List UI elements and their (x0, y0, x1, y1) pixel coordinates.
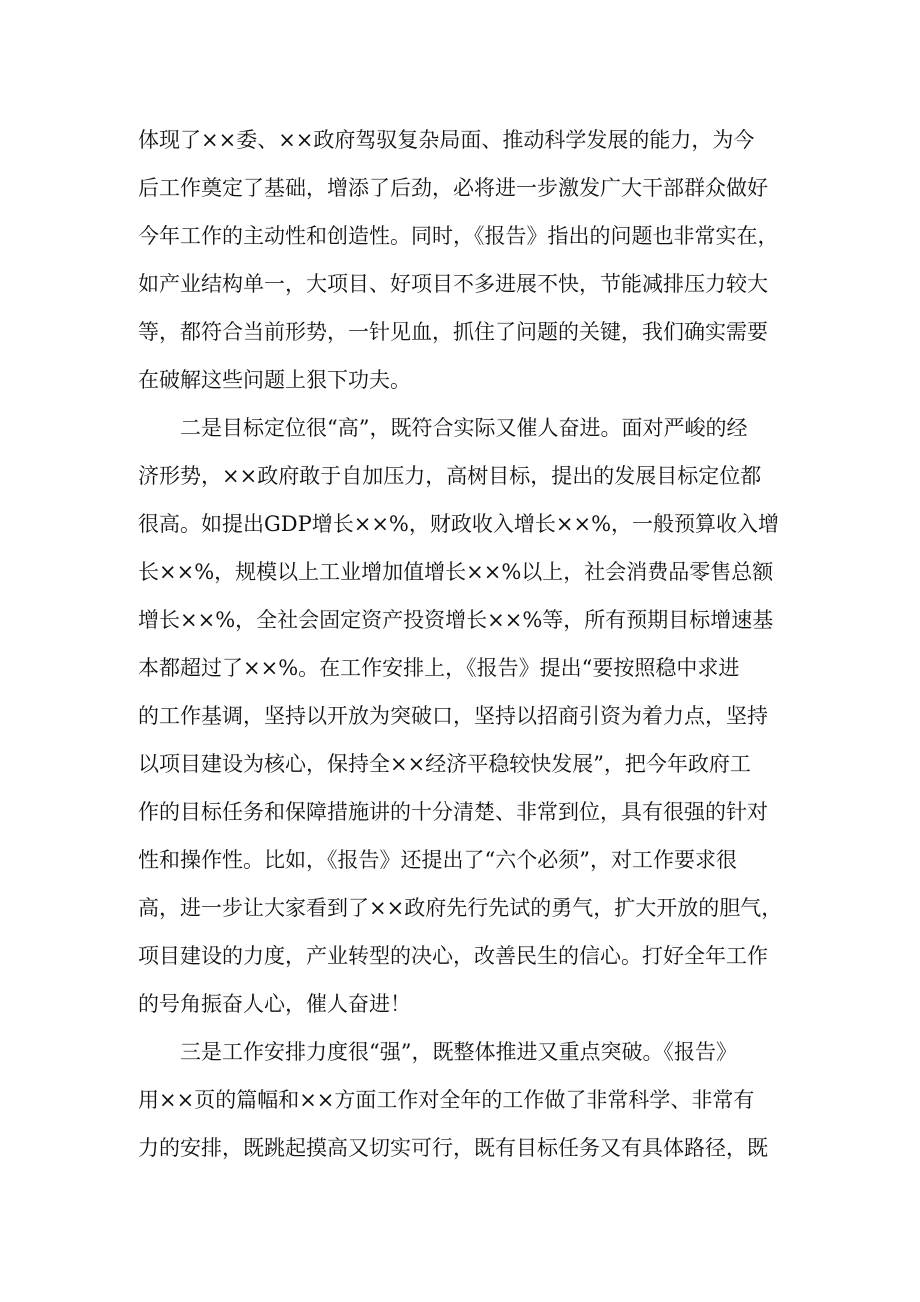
text-line-18: 项目建设的力度，产业转型的决心，改善民生的信心。打好全年工作 (138, 944, 768, 968)
text-line-8: 济形势，××政府敢于自加压力，高树目标，提出的发展目标定位都 (138, 464, 762, 488)
text-line-10: 长××%，规模以上工业增加值增长××%以上，社会消费品零售总额 (138, 560, 774, 584)
text-line-21: 用××页的篇幅和××方面工作对全年的工作做了非常科学、非常有 (138, 1088, 755, 1112)
text-line-20: 三是工作安排力度很“强”，既整体推进又重点突破。《报告》 (138, 1040, 737, 1064)
text-line-1: 体现了××委、××政府驾驭复杂局面、推动科学发展的能力，为今 (138, 128, 755, 152)
text-line-13: 的工作基调，坚持以开放为突破口，坚持以招商引资为着力点，坚持 (138, 704, 768, 728)
text-line-5: 等，都符合当前形势，一针见血，抓住了问题的关键，我们确实需要 (138, 320, 768, 344)
text-line-9: 很高。如提出GDP增长××%，财政收入增长××%，一般预算收入增 (138, 512, 780, 536)
text-line-11: 增长××%，全社会固定资产投资增长××%等，所有预期目标增速基 (138, 608, 774, 632)
text-line-14: 以项目建设为核心，保持全××经济平稳较快发展”，把今年政府工 (138, 752, 751, 776)
text-line-3: 今年工作的主动性和创造性。同时，《报告》指出的问题也非常实在， (138, 224, 779, 248)
document-page (138, 116, 784, 1172)
text-line-16: 性和操作性。比如，《报告》还提出了“六个必须”，对工作要求很 (138, 848, 737, 872)
text-line-2: 后工作奠定了基础，增添了后劲，必将进一步激发广大干部群众做好 (138, 176, 768, 200)
text-line-12: 本都超过了××%。在工作安排上，《报告》提出“要按照稳中求进 (138, 656, 740, 680)
text-line-17: 高，进一步让大家看到了××政府先行先试的勇气，扩大开放的胆气， (138, 896, 783, 920)
text-line-7: 二是目标定位很“高”，既符合实际又催人奋进。面对严峻的经 (138, 416, 748, 440)
text-line-6: 在破解这些问题上狠下功夫。 (138, 368, 411, 392)
text-line-15: 作的目标任务和保障措施讲的十分清楚、非常到位，具有很强的针对 (138, 800, 768, 824)
text-line-22: 力的安排，既跳起摸高又切实可行，既有目标任务又有具体路径，既 (138, 1136, 768, 1160)
text-line-19: 的号角振奋人心，催人奋进！ (138, 992, 411, 1016)
text-line-4: 如产业结构单一，大项目、好项目不多进展不快，节能减排压力较大 (138, 272, 768, 296)
